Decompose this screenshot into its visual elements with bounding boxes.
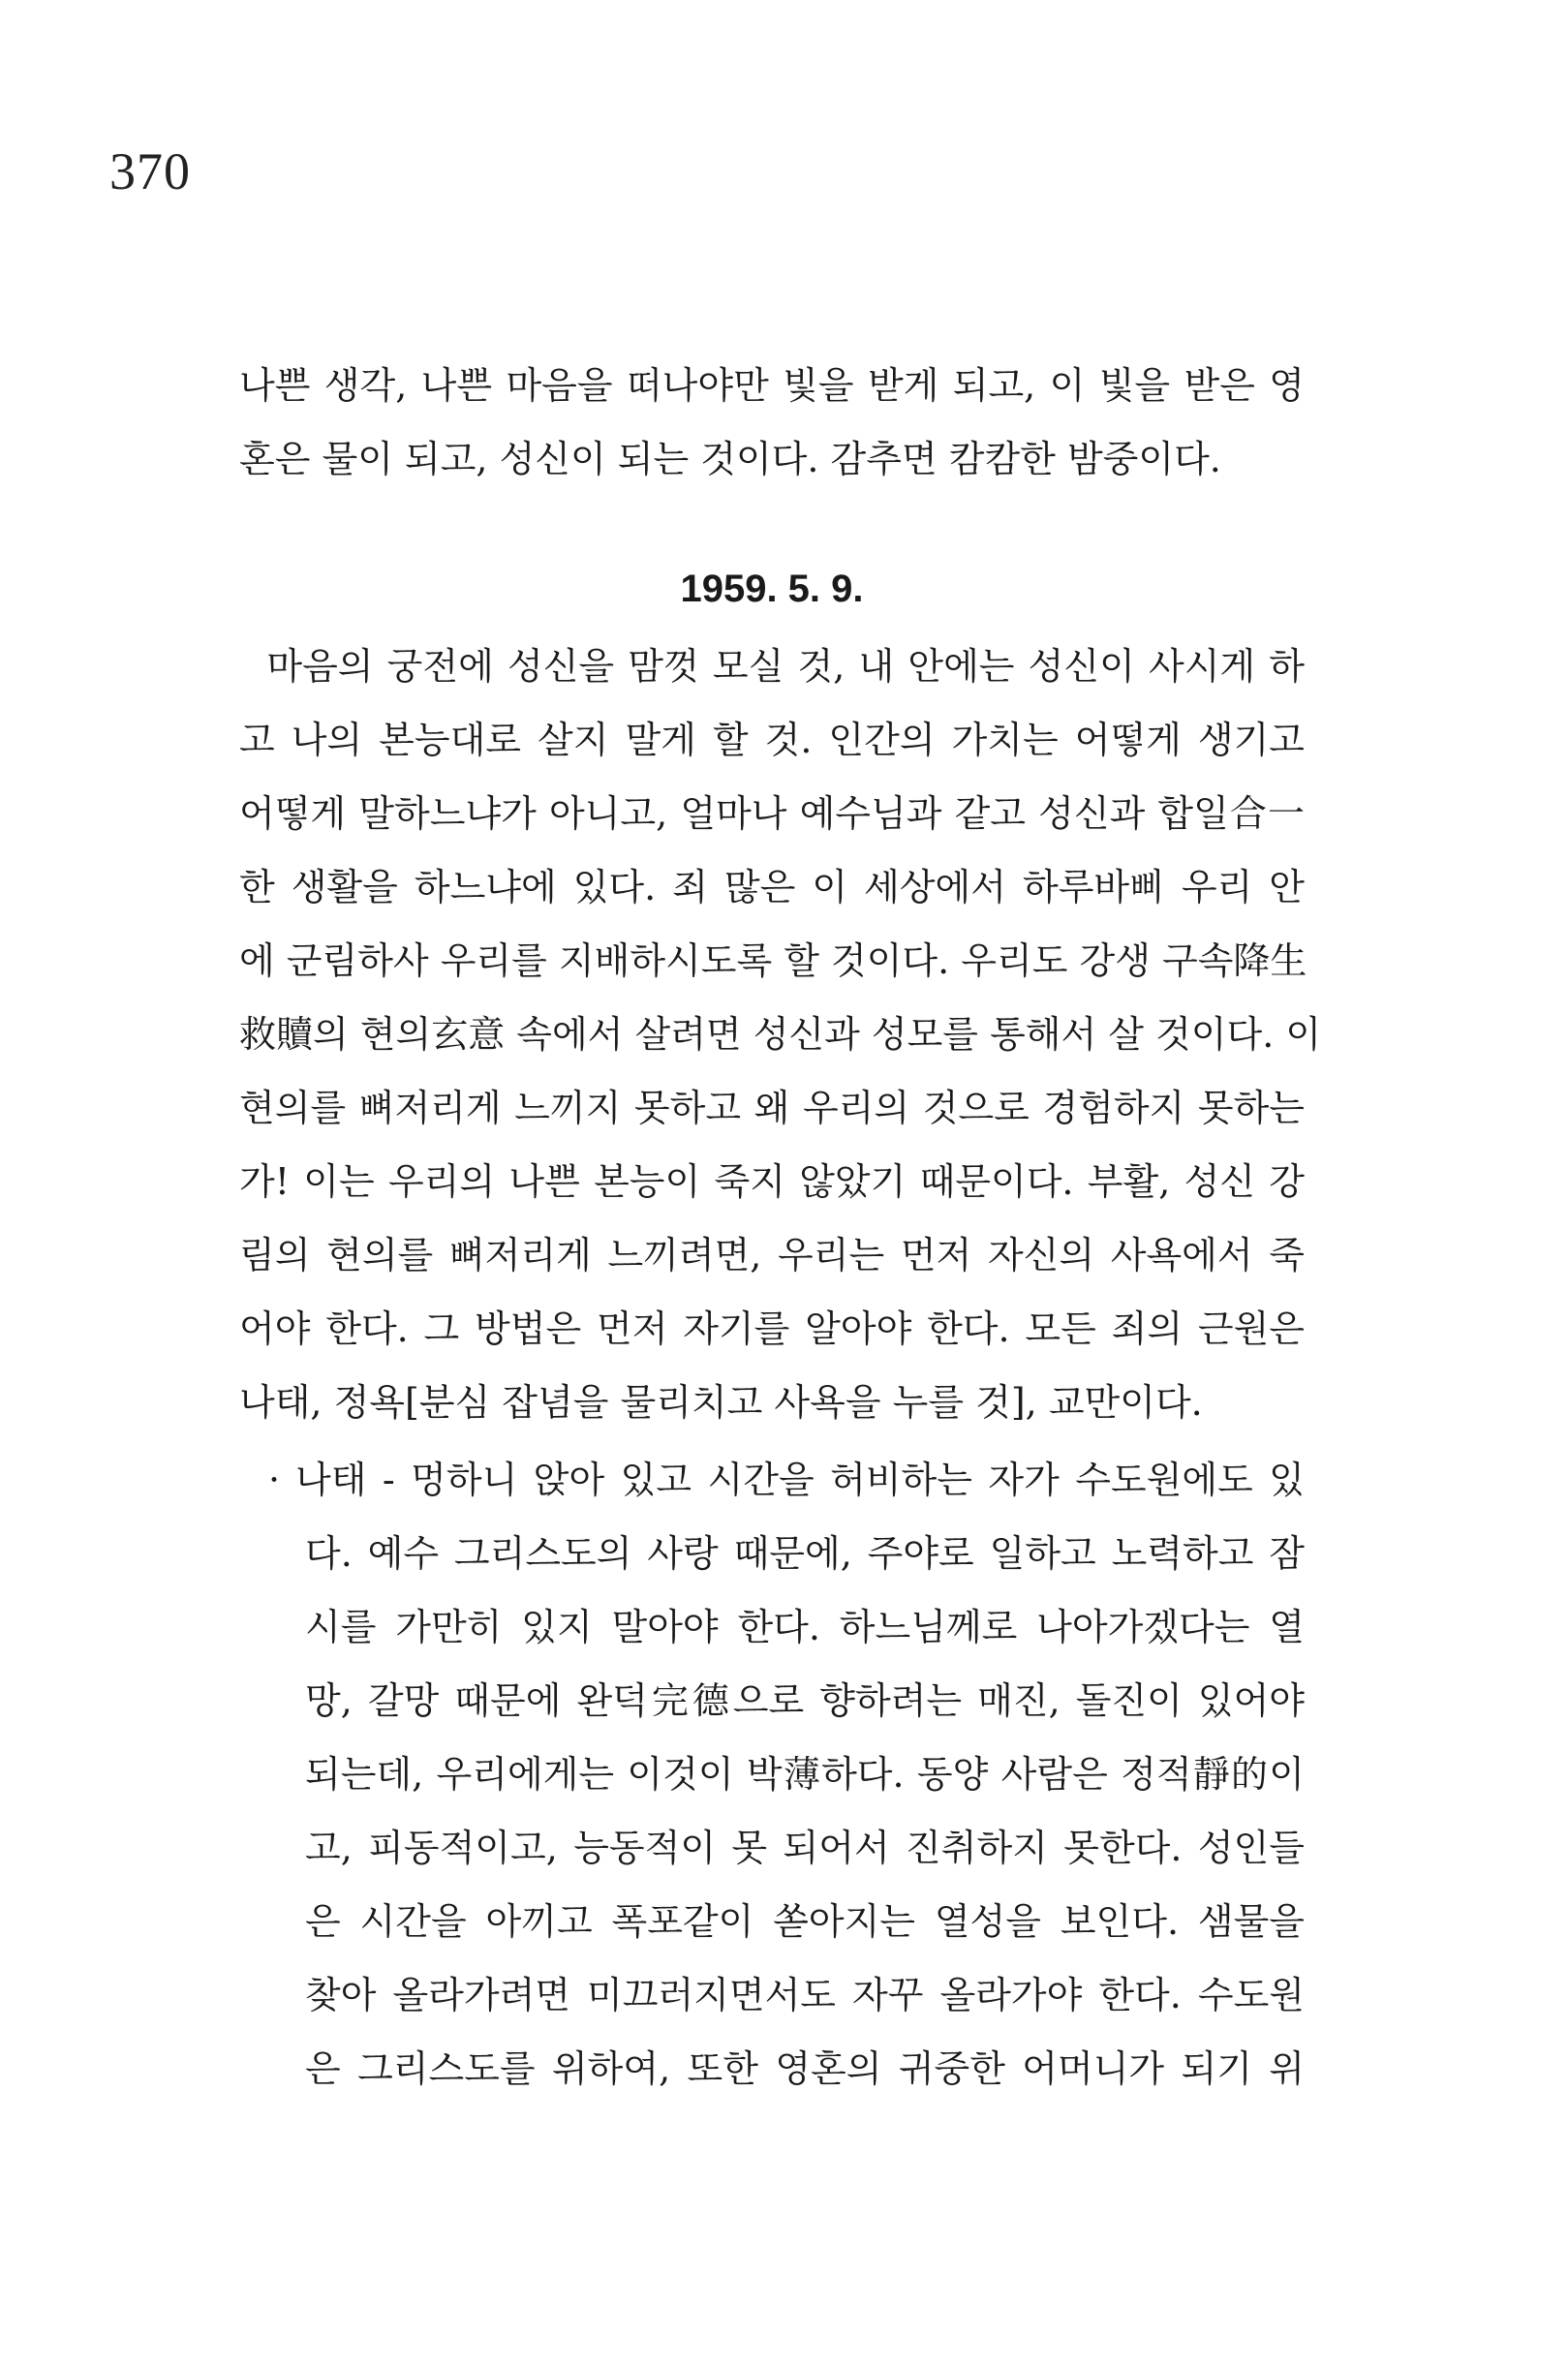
text-line: 나태, 정욕[분심 잡념을 물리치고 사욕을 누를 것], 교만이다. bbox=[239, 1381, 1203, 1424]
text-line: 고 나의 본능대로 살지 말게 할 것. 인간의 가치는 어떻게 생기고 bbox=[239, 719, 1305, 761]
text-line: 찾아 올라가려면 미끄러지면서도 자꾸 올라가야 한다. 수도원 bbox=[305, 1974, 1305, 2016]
text-line: 에 군림하사 우리를 지배하시도록 할 것이다. 우리도 강생 구속降生 bbox=[239, 939, 1307, 982]
bullet-dot-icon: · bbox=[268, 1459, 281, 1501]
text-line: 림의 현의를 뼈저리게 느끼려면, 우리는 먼저 자신의 사욕에서 죽 bbox=[239, 1234, 1305, 1276]
bullet-first-row bbox=[239, 1443, 1305, 1517]
date-heading: 1959. 5. 9. bbox=[680, 568, 864, 610]
text-line: 어야 한다. 그 방법은 먼저 자기를 알아야 한다. 모든 죄의 근원은 bbox=[239, 1307, 1305, 1350]
text-line: 가! 이는 우리의 나쁜 본능이 죽지 않았기 때문이다. 부활, 성신 강 bbox=[239, 1160, 1305, 1203]
text-line: 고, 피동적이고, 능동적이 못 되어서 진취하지 못한다. 성인들 bbox=[305, 1827, 1305, 1869]
text-line: 망, 갈망 때문에 완덕完德으로 향하려는 매진, 돌진이 있어야 bbox=[305, 1679, 1305, 1722]
text-line: 현의를 뼈저리게 느끼지 못하고 왜 우리의 것으로 경험하지 못하는 bbox=[239, 1087, 1305, 1129]
text-line: 마음의 궁전에 성신을 맘껏 모실 것, 내 안에는 성신이 사시게 하 bbox=[239, 645, 1305, 688]
text-line: 혼은 물이 되고, 성신이 되는 것이다. 감추면 캄캄한 밤중이다. bbox=[239, 438, 1221, 480]
text-line: 시를 가만히 있지 말아야 한다. 하느님께로 나아가겠다는 열 bbox=[305, 1606, 1305, 1648]
page-number: 370 bbox=[109, 142, 191, 200]
text-line: 나태 - 멍하니 앉아 있고 시간을 허비하는 자가 수도원에도 있 bbox=[295, 1459, 1305, 1501]
text-line: 되는데, 우리에게는 이것이 박薄하다. 동양 사람은 정적靜的이 bbox=[305, 1753, 1305, 1796]
text-line: 다. 예수 그리스도의 사랑 때문에, 주야로 일하고 노력하고 잠 bbox=[305, 1532, 1305, 1575]
bullet-item-laziness bbox=[239, 1443, 1305, 2106]
text-line: 은 그리스도를 위하여, 또한 영혼의 귀중한 어머니가 되기 위 bbox=[305, 2047, 1305, 2090]
paragraph-main bbox=[239, 630, 1322, 1439]
text-line: 어떻게 말하느냐가 아니고, 얼마나 예수님과 같고 성신과 합일合一 bbox=[239, 792, 1305, 835]
text-line: 救贖의 현의玄意 속에서 살려면 성신과 성모를 통해서 살 것이다. 이 bbox=[239, 1013, 1322, 1056]
text-line: 한 생활을 하느냐에 있다. 죄 많은 이 세상에서 하루바삐 우리 안 bbox=[239, 866, 1305, 908]
paragraph-intro bbox=[239, 349, 1305, 496]
text-line: 나쁜 생각, 나쁜 마음을 떠나야만 빛을 받게 되고, 이 빛을 받은 영 bbox=[239, 364, 1305, 407]
page-body bbox=[239, 349, 1322, 2090]
bullet-continuation bbox=[239, 1517, 1305, 2106]
text-line: 은 시간을 아끼고 폭포같이 쏟아지는 열성을 보인다. 샘물을 bbox=[305, 1900, 1305, 1943]
